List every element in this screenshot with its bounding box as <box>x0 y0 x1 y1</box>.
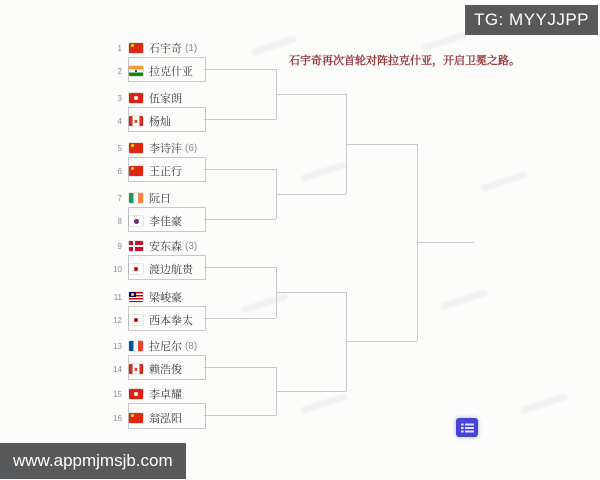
player-number: 4 <box>117 116 122 126</box>
player-seed: (6) <box>185 142 198 154</box>
hong-kong-flag-icon <box>129 93 143 103</box>
china-flag-icon <box>129 166 143 176</box>
headline-note: 石宇奇再次首轮对阵拉克什亚，开启卫冕之路。 <box>289 55 520 67</box>
bracket-line <box>276 391 346 392</box>
chinese-taipei-flag-icon <box>129 216 143 226</box>
india-flag-icon <box>129 66 143 76</box>
bracket-line <box>204 367 276 368</box>
player-number: 5 <box>117 143 122 153</box>
bracket-line <box>276 292 346 293</box>
player-row <box>104 163 182 179</box>
player-name: 西本拳太 <box>149 315 193 327</box>
player-name: 李卓耀 <box>149 389 182 401</box>
list-view-button[interactable] <box>456 418 478 437</box>
player-number: 3 <box>117 93 122 103</box>
china-flag-icon <box>129 43 143 53</box>
player-number: 6 <box>117 166 122 176</box>
watermark-streak <box>300 393 348 414</box>
player-number: 12 <box>113 315 122 325</box>
player-row <box>104 113 171 129</box>
player-number: 7 <box>117 193 122 203</box>
denmark-flag-icon <box>129 241 143 251</box>
player-number: 16 <box>113 413 122 423</box>
player-name: 李诗沣 <box>149 143 182 155</box>
player-name: 安东森 <box>149 241 182 253</box>
player-row <box>104 312 193 328</box>
player-name: 翁泓阳 <box>149 413 182 425</box>
player-number: 15 <box>113 389 122 399</box>
player-number: 2 <box>117 66 122 76</box>
watermark-streak <box>420 31 468 52</box>
china-flag-icon <box>129 413 143 423</box>
bracket-line <box>417 242 474 243</box>
player-name: 石宇奇 <box>149 43 182 55</box>
player-row <box>104 261 193 277</box>
watermark-streak <box>300 161 348 182</box>
player-name: 渡边航贵 <box>149 264 193 276</box>
bracket-line <box>346 144 417 145</box>
player-row <box>104 361 182 377</box>
watermark-streak <box>520 393 568 414</box>
player-name: 阮日 <box>149 193 171 205</box>
canada-flag-icon <box>129 116 143 126</box>
player-name: 李佳豪 <box>149 216 182 228</box>
player-row <box>104 213 182 229</box>
player-seed: (3) <box>185 240 198 252</box>
player-number: 8 <box>117 216 122 226</box>
list-icon <box>461 423 474 433</box>
player-row <box>104 40 197 56</box>
player-row <box>104 338 197 354</box>
bracket-line <box>276 94 346 95</box>
player-name: 赖浩俊 <box>149 364 182 376</box>
player-row <box>104 140 197 156</box>
player-number: 14 <box>113 364 122 374</box>
malaysia-flag-icon <box>129 292 143 302</box>
site-watermark: www.appmjmsjb.com <box>0 443 186 479</box>
player-name: 拉尼尔 <box>149 341 182 353</box>
watermark-streak <box>240 293 288 314</box>
japan-flag-icon <box>129 315 143 325</box>
watermark-streak <box>480 171 528 192</box>
canada-flag-icon <box>129 364 143 374</box>
player-name: 梁峻豪 <box>149 292 182 304</box>
bracket-line <box>204 415 276 416</box>
player-number: 13 <box>113 341 122 351</box>
tg-banner: TG: MYYJJPP <box>465 5 598 35</box>
watermark-streak <box>440 289 488 310</box>
player-row <box>104 238 197 254</box>
hong-kong-flag-icon <box>129 389 143 399</box>
bracket-line <box>204 267 276 268</box>
player-row <box>104 190 171 206</box>
player-row <box>104 386 182 402</box>
ireland-flag-icon <box>129 193 143 203</box>
player-row <box>104 289 182 305</box>
player-seed: (8) <box>185 340 198 352</box>
japan-flag-icon <box>129 264 143 274</box>
bracket-line <box>204 219 276 220</box>
player-seed: (1) <box>185 42 198 54</box>
player-row <box>104 63 193 79</box>
player-number: 11 <box>113 292 122 302</box>
bracket-line <box>276 194 346 195</box>
china-flag-icon <box>129 143 143 153</box>
bracket-line <box>204 119 276 120</box>
player-number: 9 <box>117 241 122 251</box>
bracket-line <box>204 318 276 319</box>
player-row <box>104 410 182 426</box>
player-number: 10 <box>113 264 122 274</box>
bracket-line <box>204 169 276 170</box>
player-name: 王正行 <box>149 166 182 178</box>
player-name: 拉克什亚 <box>149 66 193 78</box>
bracket-line <box>346 341 417 342</box>
bracket-line <box>204 69 276 70</box>
player-name: 杨灿 <box>149 116 171 128</box>
france-flag-icon <box>129 341 143 351</box>
player-number: 1 <box>117 43 122 53</box>
player-name: 伍家朗 <box>149 93 182 105</box>
player-row <box>104 90 182 106</box>
